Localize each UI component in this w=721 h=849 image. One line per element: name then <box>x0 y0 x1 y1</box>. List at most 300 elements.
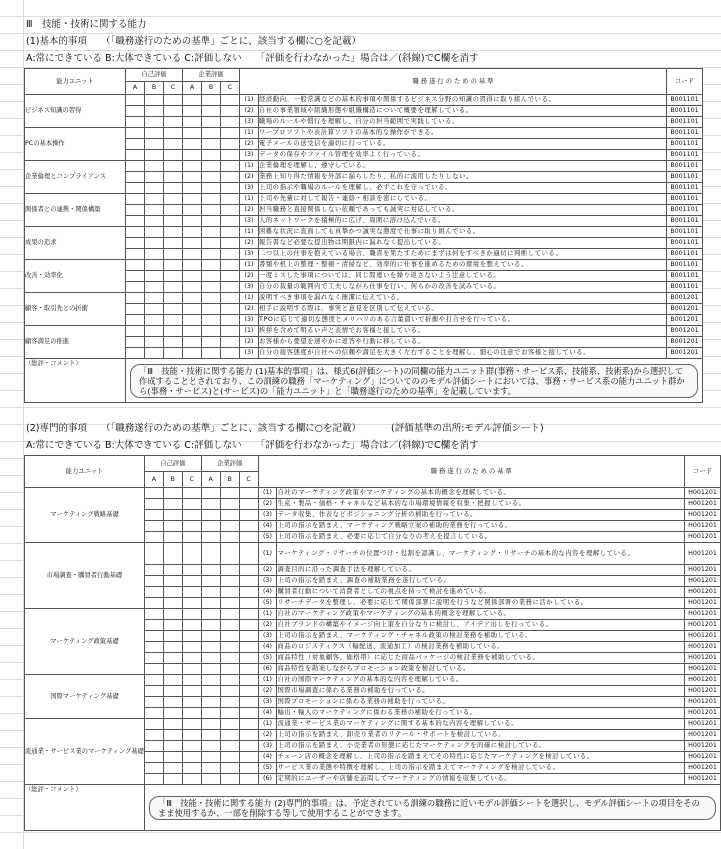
company-eval-cell-A[interactable] <box>201 576 220 587</box>
company-eval-cell-B[interactable] <box>202 139 221 150</box>
self-eval-cell-A[interactable] <box>126 194 145 205</box>
self-eval-cell-B[interactable] <box>163 488 182 499</box>
self-eval-cell-C[interactable] <box>182 488 201 499</box>
company-eval-cell-B[interactable] <box>220 719 239 730</box>
company-eval-cell-A[interactable] <box>201 741 220 752</box>
self-eval-cell-B[interactable] <box>163 620 182 631</box>
self-eval-cell-C[interactable] <box>164 227 183 238</box>
self-eval-cell-B[interactable] <box>145 128 164 139</box>
self-eval-cell-B[interactable] <box>163 664 182 675</box>
self-eval-cell-A[interactable] <box>126 326 145 337</box>
self-eval-cell-A[interactable] <box>144 763 163 774</box>
company-eval-cell-C[interactable] <box>221 348 240 359</box>
self-eval-cell-C[interactable] <box>182 609 201 620</box>
company-eval-cell-A[interactable] <box>183 150 202 161</box>
company-eval-cell-C[interactable] <box>221 238 240 249</box>
company-eval-cell-A[interactable] <box>183 172 202 183</box>
self-eval-cell-A[interactable] <box>126 260 145 271</box>
company-eval-cell-A[interactable] <box>201 653 220 664</box>
company-eval-cell-C[interactable] <box>221 205 240 216</box>
self-eval-cell-C[interactable] <box>182 730 201 741</box>
self-eval-cell-A[interactable] <box>126 282 145 293</box>
company-eval-cell-C[interactable] <box>221 172 240 183</box>
company-eval-cell-B[interactable] <box>202 260 221 271</box>
self-eval-cell-B[interactable] <box>145 139 164 150</box>
self-eval-cell-B[interactable] <box>163 598 182 609</box>
company-eval-cell-C[interactable] <box>239 741 258 752</box>
company-eval-cell-A[interactable] <box>183 249 202 260</box>
company-eval-cell-B[interactable] <box>220 675 239 686</box>
self-eval-cell-C[interactable] <box>164 216 183 227</box>
self-eval-cell-B[interactable] <box>163 576 182 587</box>
company-eval-cell-C[interactable] <box>221 106 240 117</box>
company-eval-cell-B[interactable] <box>202 315 221 326</box>
company-eval-cell-B[interactable] <box>202 150 221 161</box>
company-eval-cell-B[interactable] <box>220 576 239 587</box>
company-eval-cell-C[interactable] <box>239 686 258 697</box>
self-eval-cell-A[interactable] <box>144 686 163 697</box>
self-eval-cell-B[interactable] <box>145 249 164 260</box>
company-eval-cell-B[interactable] <box>202 172 221 183</box>
company-eval-cell-C[interactable] <box>221 194 240 205</box>
self-eval-cell-A[interactable] <box>144 576 163 587</box>
self-eval-cell-C[interactable] <box>182 763 201 774</box>
self-eval-cell-C[interactable] <box>164 106 183 117</box>
self-eval-cell-C[interactable] <box>182 752 201 763</box>
company-eval-cell-A[interactable] <box>201 543 220 565</box>
self-eval-cell-B[interactable] <box>163 653 182 664</box>
company-eval-cell-A[interactable] <box>201 763 220 774</box>
self-eval-cell-B[interactable] <box>145 293 164 304</box>
self-eval-cell-C[interactable] <box>182 708 201 719</box>
self-eval-cell-C[interactable] <box>164 293 183 304</box>
self-eval-cell-A[interactable] <box>126 271 145 282</box>
self-eval-cell-C[interactable] <box>182 510 201 521</box>
self-eval-cell-A[interactable] <box>126 128 145 139</box>
company-eval-cell-B[interactable] <box>220 653 239 664</box>
company-eval-cell-C[interactable] <box>239 488 258 499</box>
company-eval-cell-B[interactable] <box>220 510 239 521</box>
self-eval-cell-C[interactable] <box>182 521 201 532</box>
self-eval-cell-C[interactable] <box>164 348 183 359</box>
self-eval-cell-B[interactable] <box>163 697 182 708</box>
self-eval-cell-A[interactable] <box>126 106 145 117</box>
self-eval-cell-B[interactable] <box>145 282 164 293</box>
self-eval-cell-B[interactable] <box>163 719 182 730</box>
self-eval-cell-C[interactable] <box>164 304 183 315</box>
company-eval-cell-B[interactable] <box>220 664 239 675</box>
company-eval-cell-B[interactable] <box>202 106 221 117</box>
self-eval-cell-B[interactable] <box>145 238 164 249</box>
company-eval-cell-A[interactable] <box>183 293 202 304</box>
company-eval-cell-C[interactable] <box>221 326 240 337</box>
company-eval-cell-B[interactable] <box>220 521 239 532</box>
self-eval-cell-B[interactable] <box>163 609 182 620</box>
company-eval-cell-A[interactable] <box>201 697 220 708</box>
company-eval-cell-C[interactable] <box>221 117 240 128</box>
self-eval-cell-A[interactable] <box>126 205 145 216</box>
self-eval-cell-A[interactable] <box>144 532 163 543</box>
company-eval-cell-A[interactable] <box>183 304 202 315</box>
company-eval-cell-C[interactable] <box>221 315 240 326</box>
company-eval-cell-C[interactable] <box>239 510 258 521</box>
company-eval-cell-A[interactable] <box>201 521 220 532</box>
company-eval-cell-A[interactable] <box>183 95 202 106</box>
company-eval-cell-B[interactable] <box>202 282 221 293</box>
self-eval-cell-C[interactable] <box>164 161 183 172</box>
company-eval-cell-A[interactable] <box>201 598 220 609</box>
self-eval-cell-B[interactable] <box>145 183 164 194</box>
company-eval-cell-A[interactable] <box>201 664 220 675</box>
company-eval-cell-A[interactable] <box>201 774 220 785</box>
company-eval-cell-B[interactable] <box>202 128 221 139</box>
company-eval-cell-C[interactable] <box>239 576 258 587</box>
self-eval-cell-C[interactable] <box>164 183 183 194</box>
company-eval-cell-A[interactable] <box>201 708 220 719</box>
self-eval-cell-A[interactable] <box>144 488 163 499</box>
company-eval-cell-C[interactable] <box>239 499 258 510</box>
company-eval-cell-B[interactable] <box>202 117 221 128</box>
self-eval-cell-A[interactable] <box>144 774 163 785</box>
self-eval-cell-A[interactable] <box>144 664 163 675</box>
self-eval-cell-A[interactable] <box>144 565 163 576</box>
company-eval-cell-B[interactable] <box>220 609 239 620</box>
self-eval-cell-B[interactable] <box>145 161 164 172</box>
self-eval-cell-B[interactable] <box>145 95 164 106</box>
company-eval-cell-B[interactable] <box>220 686 239 697</box>
company-eval-cell-C[interactable] <box>239 763 258 774</box>
company-eval-cell-A[interactable] <box>183 161 202 172</box>
self-eval-cell-A[interactable] <box>144 653 163 664</box>
company-eval-cell-A[interactable] <box>201 620 220 631</box>
self-eval-cell-B[interactable] <box>163 752 182 763</box>
company-eval-cell-B[interactable] <box>220 532 239 543</box>
company-eval-cell-C[interactable] <box>239 532 258 543</box>
self-eval-cell-C[interactable] <box>164 238 183 249</box>
self-eval-cell-A[interactable] <box>144 642 163 653</box>
self-eval-cell-A[interactable] <box>144 620 163 631</box>
company-eval-cell-C[interactable] <box>239 543 258 565</box>
self-eval-cell-B[interactable] <box>145 326 164 337</box>
self-eval-cell-C[interactable] <box>164 282 183 293</box>
company-eval-cell-C[interactable] <box>221 227 240 238</box>
self-eval-cell-B[interactable] <box>163 587 182 598</box>
company-eval-cell-A[interactable] <box>201 565 220 576</box>
company-eval-cell-B[interactable] <box>220 697 239 708</box>
self-eval-cell-B[interactable] <box>145 150 164 161</box>
company-eval-cell-C[interactable] <box>239 730 258 741</box>
self-eval-cell-B[interactable] <box>163 686 182 697</box>
company-eval-cell-B[interactable] <box>220 730 239 741</box>
self-eval-cell-B[interactable] <box>163 510 182 521</box>
company-eval-cell-B[interactable] <box>220 763 239 774</box>
self-eval-cell-C[interactable] <box>182 499 201 510</box>
self-eval-cell-A[interactable] <box>126 183 145 194</box>
company-eval-cell-B[interactable] <box>220 488 239 499</box>
self-eval-cell-B[interactable] <box>145 172 164 183</box>
company-eval-cell-A[interactable] <box>183 194 202 205</box>
company-eval-cell-A[interactable] <box>183 183 202 194</box>
company-eval-cell-C[interactable] <box>239 598 258 609</box>
self-eval-cell-C[interactable] <box>164 139 183 150</box>
self-eval-cell-B[interactable] <box>145 194 164 205</box>
company-eval-cell-A[interactable] <box>183 271 202 282</box>
self-eval-cell-A[interactable] <box>144 730 163 741</box>
self-eval-cell-A[interactable] <box>126 238 145 249</box>
company-eval-cell-B[interactable] <box>202 95 221 106</box>
company-eval-cell-B[interactable] <box>220 631 239 642</box>
company-eval-cell-B[interactable] <box>202 293 221 304</box>
self-eval-cell-A[interactable] <box>126 216 145 227</box>
company-eval-cell-C[interactable] <box>221 293 240 304</box>
self-eval-cell-A[interactable] <box>126 304 145 315</box>
self-eval-cell-A[interactable] <box>144 708 163 719</box>
company-eval-cell-B[interactable] <box>202 348 221 359</box>
self-eval-cell-A[interactable] <box>126 249 145 260</box>
self-eval-cell-B[interactable] <box>163 763 182 774</box>
self-eval-cell-B[interactable] <box>145 216 164 227</box>
self-eval-cell-B[interactable] <box>145 337 164 348</box>
company-eval-cell-C[interactable] <box>239 631 258 642</box>
company-eval-cell-C[interactable] <box>221 150 240 161</box>
self-eval-cell-B[interactable] <box>163 521 182 532</box>
self-eval-cell-A[interactable] <box>144 510 163 521</box>
self-eval-cell-C[interactable] <box>164 95 183 106</box>
self-eval-cell-C[interactable] <box>182 664 201 675</box>
company-eval-cell-B[interactable] <box>220 642 239 653</box>
self-eval-cell-B[interactable] <box>163 642 182 653</box>
self-eval-cell-A[interactable] <box>126 172 145 183</box>
company-eval-cell-C[interactable] <box>239 719 258 730</box>
company-eval-cell-B[interactable] <box>220 565 239 576</box>
company-eval-cell-B[interactable] <box>220 708 239 719</box>
company-eval-cell-C[interactable] <box>239 675 258 686</box>
company-eval-cell-B[interactable] <box>202 271 221 282</box>
company-eval-cell-B[interactable] <box>220 752 239 763</box>
company-eval-cell-B[interactable] <box>220 587 239 598</box>
company-eval-cell-C[interactable] <box>239 609 258 620</box>
self-eval-cell-C[interactable] <box>182 598 201 609</box>
company-eval-cell-A[interactable] <box>183 238 202 249</box>
self-eval-cell-B[interactable] <box>145 348 164 359</box>
company-eval-cell-A[interactable] <box>201 642 220 653</box>
self-eval-cell-A[interactable] <box>144 543 163 565</box>
company-eval-cell-A[interactable] <box>183 260 202 271</box>
self-eval-cell-B[interactable] <box>145 106 164 117</box>
self-eval-cell-C[interactable] <box>164 337 183 348</box>
company-eval-cell-B[interactable] <box>220 543 239 565</box>
company-eval-cell-B[interactable] <box>202 238 221 249</box>
company-eval-cell-B[interactable] <box>202 194 221 205</box>
company-eval-cell-A[interactable] <box>201 532 220 543</box>
company-eval-cell-B[interactable] <box>220 620 239 631</box>
company-eval-cell-C[interactable] <box>239 653 258 664</box>
company-eval-cell-B[interactable] <box>220 774 239 785</box>
self-eval-cell-B[interactable] <box>145 315 164 326</box>
company-eval-cell-A[interactable] <box>183 117 202 128</box>
self-eval-cell-B[interactable] <box>163 631 182 642</box>
company-eval-cell-C[interactable] <box>221 304 240 315</box>
self-eval-cell-A[interactable] <box>144 521 163 532</box>
company-eval-cell-C[interactable] <box>221 271 240 282</box>
company-eval-cell-C[interactable] <box>221 183 240 194</box>
self-eval-cell-C[interactable] <box>182 587 201 598</box>
self-eval-cell-B[interactable] <box>163 499 182 510</box>
self-eval-cell-C[interactable] <box>182 576 201 587</box>
company-eval-cell-C[interactable] <box>221 260 240 271</box>
company-eval-cell-A[interactable] <box>183 205 202 216</box>
self-eval-cell-B[interactable] <box>145 271 164 282</box>
company-eval-cell-B[interactable] <box>220 598 239 609</box>
company-eval-cell-C[interactable] <box>239 587 258 598</box>
company-eval-cell-B[interactable] <box>202 227 221 238</box>
company-eval-cell-A[interactable] <box>183 227 202 238</box>
self-eval-cell-A[interactable] <box>144 675 163 686</box>
self-eval-cell-C[interactable] <box>164 150 183 161</box>
self-eval-cell-C[interactable] <box>182 620 201 631</box>
company-eval-cell-B[interactable] <box>202 161 221 172</box>
self-eval-cell-A[interactable] <box>126 161 145 172</box>
self-eval-cell-B[interactable] <box>145 304 164 315</box>
company-eval-cell-B[interactable] <box>202 337 221 348</box>
company-eval-cell-B[interactable] <box>202 205 221 216</box>
company-eval-cell-A[interactable] <box>201 631 220 642</box>
company-eval-cell-B[interactable] <box>220 741 239 752</box>
company-eval-cell-C[interactable] <box>239 697 258 708</box>
self-eval-cell-B[interactable] <box>163 565 182 576</box>
self-eval-cell-C[interactable] <box>164 128 183 139</box>
self-eval-cell-C[interactable] <box>182 675 201 686</box>
company-eval-cell-A[interactable] <box>183 315 202 326</box>
self-eval-cell-C[interactable] <box>182 543 201 565</box>
company-eval-cell-A[interactable] <box>201 488 220 499</box>
self-eval-cell-B[interactable] <box>163 708 182 719</box>
self-eval-cell-B[interactable] <box>145 205 164 216</box>
self-eval-cell-C[interactable] <box>182 565 201 576</box>
company-eval-cell-C[interactable] <box>239 774 258 785</box>
self-eval-cell-A[interactable] <box>126 117 145 128</box>
self-eval-cell-B[interactable] <box>163 543 182 565</box>
company-eval-cell-C[interactable] <box>221 337 240 348</box>
self-eval-cell-A[interactable] <box>144 499 163 510</box>
company-eval-cell-A[interactable] <box>183 348 202 359</box>
self-eval-cell-C[interactable] <box>182 642 201 653</box>
self-eval-cell-B[interactable] <box>145 117 164 128</box>
self-eval-cell-C[interactable] <box>164 205 183 216</box>
self-eval-cell-B[interactable] <box>145 227 164 238</box>
self-eval-cell-A[interactable] <box>126 348 145 359</box>
self-eval-cell-C[interactable] <box>182 532 201 543</box>
self-eval-cell-A[interactable] <box>144 598 163 609</box>
self-eval-cell-A[interactable] <box>126 139 145 150</box>
company-eval-cell-B[interactable] <box>202 183 221 194</box>
self-eval-cell-A[interactable] <box>126 227 145 238</box>
self-eval-cell-C[interactable] <box>182 719 201 730</box>
company-eval-cell-A[interactable] <box>201 730 220 741</box>
self-eval-cell-A[interactable] <box>144 752 163 763</box>
self-eval-cell-B[interactable] <box>163 532 182 543</box>
self-eval-cell-C[interactable] <box>164 249 183 260</box>
self-eval-cell-A[interactable] <box>144 587 163 598</box>
company-eval-cell-A[interactable] <box>201 587 220 598</box>
company-eval-cell-C[interactable] <box>239 565 258 576</box>
company-eval-cell-C[interactable] <box>239 521 258 532</box>
self-eval-cell-C[interactable] <box>182 697 201 708</box>
company-eval-cell-A[interactable] <box>201 510 220 521</box>
company-eval-cell-C[interactable] <box>239 664 258 675</box>
self-eval-cell-A[interactable] <box>126 293 145 304</box>
company-eval-cell-C[interactable] <box>221 128 240 139</box>
company-eval-cell-C[interactable] <box>239 752 258 763</box>
company-eval-cell-A[interactable] <box>201 499 220 510</box>
self-eval-cell-C[interactable] <box>182 631 201 642</box>
self-eval-cell-C[interactable] <box>164 271 183 282</box>
self-eval-cell-A[interactable] <box>126 315 145 326</box>
company-eval-cell-A[interactable] <box>201 609 220 620</box>
company-eval-cell-A[interactable] <box>183 216 202 227</box>
company-eval-cell-A[interactable] <box>201 686 220 697</box>
company-eval-cell-A[interactable] <box>183 128 202 139</box>
company-eval-cell-B[interactable] <box>202 326 221 337</box>
self-eval-cell-B[interactable] <box>163 675 182 686</box>
company-eval-cell-A[interactable] <box>183 282 202 293</box>
company-eval-cell-C[interactable] <box>221 139 240 150</box>
self-eval-cell-B[interactable] <box>163 741 182 752</box>
company-eval-cell-C[interactable] <box>221 282 240 293</box>
company-eval-cell-B[interactable] <box>202 216 221 227</box>
company-eval-cell-A[interactable] <box>201 719 220 730</box>
self-eval-cell-A[interactable] <box>144 719 163 730</box>
self-eval-cell-A[interactable] <box>144 697 163 708</box>
company-eval-cell-C[interactable] <box>221 216 240 227</box>
self-eval-cell-C[interactable] <box>164 194 183 205</box>
company-eval-cell-B[interactable] <box>202 304 221 315</box>
self-eval-cell-C[interactable] <box>164 326 183 337</box>
self-eval-cell-C[interactable] <box>182 686 201 697</box>
self-eval-cell-A[interactable] <box>126 150 145 161</box>
self-eval-cell-C[interactable] <box>182 774 201 785</box>
company-eval-cell-C[interactable] <box>221 161 240 172</box>
comment-field[interactable] <box>144 785 720 831</box>
company-eval-cell-C[interactable] <box>239 620 258 631</box>
company-eval-cell-C[interactable] <box>239 642 258 653</box>
self-eval-cell-A[interactable] <box>144 741 163 752</box>
self-eval-cell-B[interactable] <box>145 260 164 271</box>
self-eval-cell-C[interactable] <box>164 315 183 326</box>
company-eval-cell-C[interactable] <box>221 249 240 260</box>
self-eval-cell-C[interactable] <box>164 117 183 128</box>
self-eval-cell-A[interactable] <box>144 631 163 642</box>
company-eval-cell-C[interactable] <box>239 708 258 719</box>
company-eval-cell-A[interactable] <box>183 326 202 337</box>
self-eval-cell-A[interactable] <box>126 95 145 106</box>
company-eval-cell-A[interactable] <box>183 106 202 117</box>
company-eval-cell-B[interactable] <box>202 249 221 260</box>
self-eval-cell-C[interactable] <box>182 741 201 752</box>
company-eval-cell-A[interactable] <box>183 337 202 348</box>
self-eval-cell-A[interactable] <box>144 609 163 620</box>
company-eval-cell-C[interactable] <box>221 95 240 106</box>
self-eval-cell-A[interactable] <box>126 337 145 348</box>
comment-field[interactable] <box>126 359 703 403</box>
self-eval-cell-B[interactable] <box>163 730 182 741</box>
self-eval-cell-C[interactable] <box>182 653 201 664</box>
self-eval-cell-C[interactable] <box>164 260 183 271</box>
company-eval-cell-B[interactable] <box>220 499 239 510</box>
company-eval-cell-A[interactable] <box>201 752 220 763</box>
company-eval-cell-A[interactable] <box>201 675 220 686</box>
company-eval-cell-A[interactable] <box>183 139 202 150</box>
